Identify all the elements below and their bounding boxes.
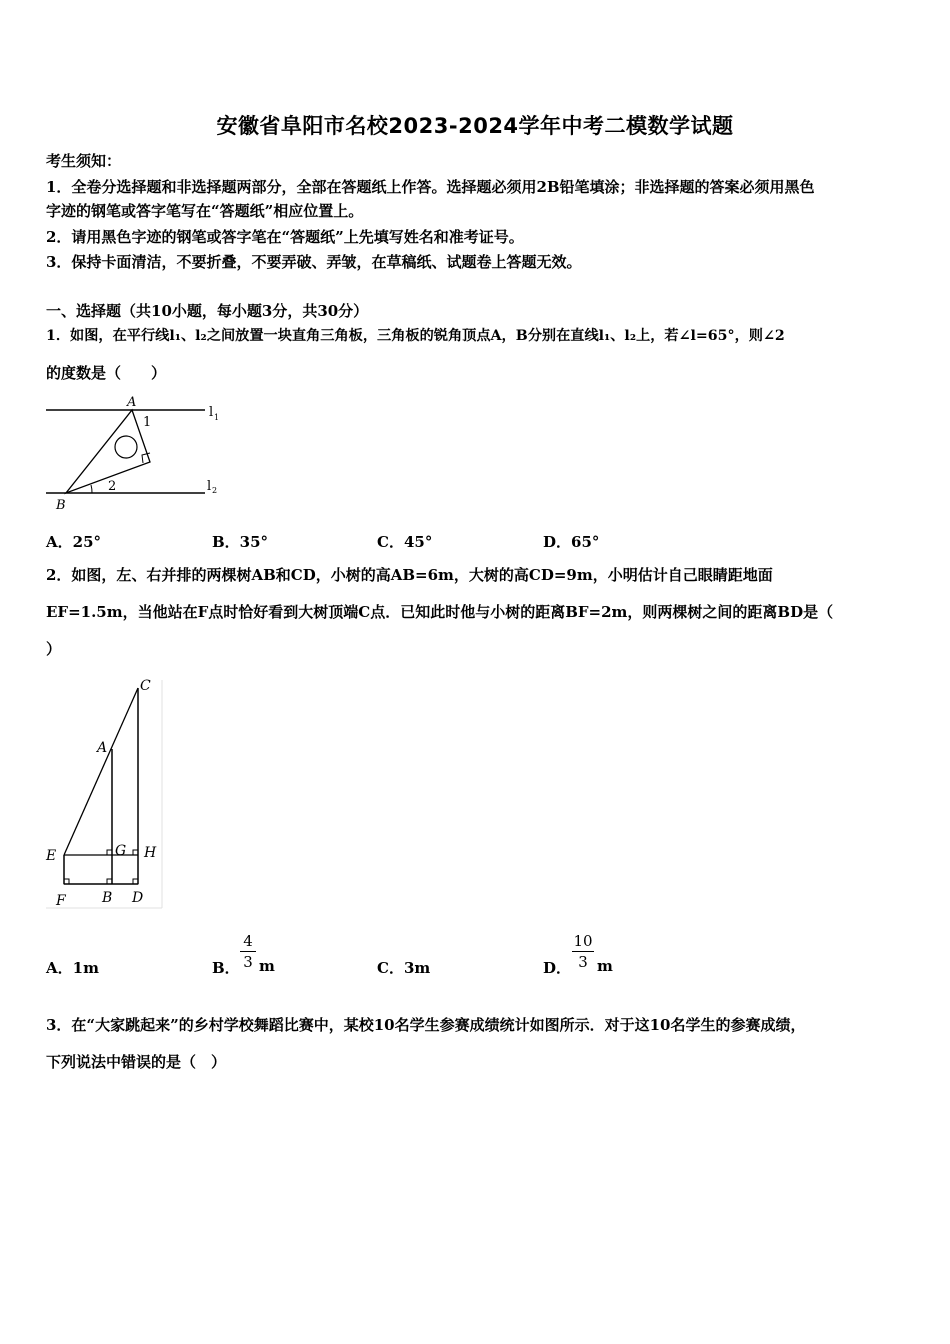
label-H: H bbox=[144, 845, 157, 861]
q1-option-d: D．65° bbox=[543, 533, 600, 551]
q1-option-c: C．45° bbox=[377, 533, 433, 551]
label-B: B bbox=[56, 498, 66, 513]
notice-item: 字迹的钢笔或答字笔写在“答题纸”相应位置上。 bbox=[46, 202, 364, 220]
q1-text-line1: 1．如图，在平行线l₁、l₂之间放置一块直角三角板，三角板的锐角顶点A，B分别在直线l₁、l₂上，若∠l=65°，则∠2 bbox=[46, 328, 785, 344]
label-D: D bbox=[132, 890, 144, 906]
fraction-denominator: 3 bbox=[243, 953, 253, 971]
q1-option-b: B．35° bbox=[212, 533, 269, 551]
q2-option-d-fraction bbox=[572, 932, 594, 971]
label-A: A bbox=[97, 740, 108, 756]
notice-item: 1．全卷分选择题和非选择题两部分，全部在答题纸上作答。选择题必须用2B铅笔填涂；非选择题的答案必须用黑色 bbox=[46, 178, 815, 196]
q2-option-d-unit: m bbox=[597, 957, 613, 975]
section-heading: 一、选择题（共10小题，每小题3分，共30分） bbox=[46, 302, 369, 320]
q2-option-b-unit: m bbox=[259, 957, 275, 975]
q2-figure bbox=[40, 674, 170, 912]
q2-text-line3: ） bbox=[46, 640, 62, 658]
q2-option-b-prefix: B． bbox=[212, 959, 240, 977]
label-B: B bbox=[102, 890, 113, 906]
q2-option-d-prefix: D． bbox=[543, 959, 572, 977]
notice-item: 2．请用黑色字迹的钢笔或答字笔在“答题纸”上先填写姓名和准考证号。 bbox=[46, 228, 524, 246]
label-l1-sub: 1 bbox=[214, 413, 220, 422]
fraction-bar bbox=[572, 951, 594, 952]
fraction-bar bbox=[240, 951, 256, 952]
label-l2-sub: 2 bbox=[212, 486, 218, 495]
ruler-hole bbox=[115, 436, 137, 458]
notice-item: 3．保持卡面清洁，不要折叠，不要弄破、弄皱，在草稿纸、试题卷上答题无效。 bbox=[46, 253, 582, 271]
page-title: 安徽省阜阳市名校2023-2024学年中考二模数学试题 bbox=[216, 114, 734, 138]
q2-option-a: A．1m bbox=[46, 959, 99, 977]
label-E: E bbox=[46, 848, 57, 864]
label-A: A bbox=[127, 395, 137, 410]
label-l2: l bbox=[207, 479, 212, 494]
label-C: C bbox=[140, 678, 151, 694]
label-G: G bbox=[115, 843, 127, 859]
fraction-numerator: 10 bbox=[573, 932, 593, 950]
label-F: F bbox=[56, 893, 66, 909]
fraction-numerator: 4 bbox=[243, 932, 253, 950]
q1-option-a: A．25° bbox=[46, 533, 102, 551]
q2-text-line1: 2．如图，左、右并排的两棵树AB和CD，小树的高AB=6m，大树的高CD=9m，小明估计自己眼睛距地面 bbox=[46, 566, 773, 584]
sight-line-EC bbox=[64, 688, 138, 855]
q2-option-c: C．3m bbox=[377, 959, 431, 977]
fraction-denominator: 3 bbox=[578, 953, 588, 971]
q2-text-line2: EF=1.5m，当他站在F点时恰好看到大树顶端C点．已知此时他与小树的距离BF=2m，则两棵树之间的距离BD是（ bbox=[46, 603, 834, 621]
q3-text-line2: 下列说法中错误的是（ ） bbox=[46, 1053, 227, 1071]
label-angle-2: 2 bbox=[108, 479, 117, 494]
label-l1: l bbox=[209, 405, 214, 420]
label-angle-1: 1 bbox=[143, 415, 152, 430]
q2-option-b-fraction bbox=[240, 932, 256, 971]
q1-figure bbox=[40, 392, 230, 516]
notice-heading: 考生须知： bbox=[46, 152, 122, 170]
q1-text-line2: 的度数是（ ） bbox=[46, 364, 167, 382]
q3-text-line1: 3．在“大家跳起来”的乡村学校舞蹈比赛中，某校10名学生参赛成绩统计如图所示．对于这10名学生的参赛成绩， bbox=[46, 1016, 806, 1034]
angle-2-arc bbox=[91, 485, 92, 493]
